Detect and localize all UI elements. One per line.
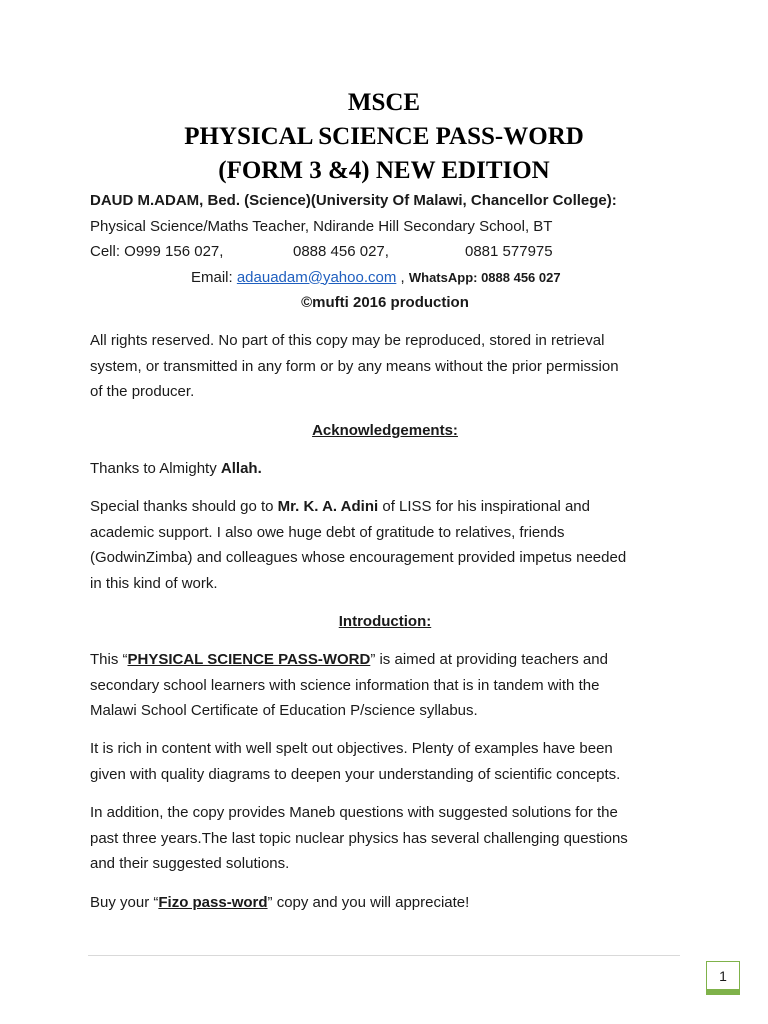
email-link[interactable]: adauadam@yahoo.com bbox=[236, 268, 397, 286]
intro-paragraph-2 bbox=[90, 736, 680, 787]
acknowledgements-heading: Acknowledgements: bbox=[312, 422, 458, 439]
introduction-heading: Introduction: bbox=[338, 613, 432, 630]
special-thanks-line: in this kind of work. bbox=[90, 574, 218, 592]
intro-paragraph-3 bbox=[90, 800, 680, 877]
special-thanks-line: (GodwinZimba) and colleagues whose encouragement provided impetus needed bbox=[90, 549, 627, 566]
thanks-line bbox=[90, 456, 680, 482]
footer-divider bbox=[88, 955, 680, 956]
intro-paragraph-1 bbox=[90, 647, 680, 724]
thanks-text: Thanks to Almighty bbox=[90, 460, 221, 477]
phone-2: 0888 456 027, bbox=[293, 243, 389, 260]
intro-prefix: This “ bbox=[90, 651, 128, 668]
author-name: DAUD M.ADAM, Bed. (Science)(University Of Malawi, Chancellor College): bbox=[90, 192, 617, 209]
intro-line bbox=[90, 890, 680, 916]
special-thanks-line: academic support. I also owe huge debt of gratitude to relatives, friends bbox=[90, 523, 565, 541]
intro-line: and their suggested solutions. bbox=[90, 855, 290, 872]
production-credit: ©mufti 2016 production bbox=[301, 294, 469, 311]
email-separator: , bbox=[396, 268, 409, 286]
intro-line: It is rich in content with well spelt out objectives. Plenty of examples have been bbox=[90, 740, 613, 757]
author-block bbox=[90, 188, 680, 316]
special-prefix: Special thanks should go to bbox=[90, 498, 278, 515]
intro-paragraph-4 bbox=[90, 890, 680, 916]
buy-suffix: ” copy and you will appreciate! bbox=[267, 894, 470, 911]
title-line-edition: (FORM 3 &4) NEW EDITION bbox=[218, 157, 550, 184]
title-line-subject: PHYSICAL SCIENCE PASS-WORD bbox=[184, 123, 584, 150]
intro-line: past three years.The last topic nuclear physics has several challenging questions bbox=[90, 829, 628, 847]
phone-3: 0881 577975 bbox=[465, 243, 553, 260]
rights-line: of the producer. bbox=[90, 383, 195, 400]
title-line-msce: MSCE bbox=[347, 89, 421, 116]
phone-1: Cell: O999 156 027, bbox=[90, 243, 224, 260]
email-label: Email: bbox=[191, 268, 237, 286]
buy-book-title: Fizo pass-word bbox=[158, 894, 268, 911]
document-title bbox=[0, 86, 768, 188]
contact-line bbox=[90, 265, 680, 291]
special-thanks-paragraph bbox=[90, 494, 680, 596]
intro-line: given with quality diagrams to deepen your understanding of scientific concepts. bbox=[90, 765, 621, 783]
whatsapp-number: WhatsApp: 0888 456 027 bbox=[408, 269, 561, 285]
author-phones bbox=[90, 239, 680, 265]
intro-book-title: PHYSICAL SCIENCE PASS-WORD bbox=[127, 651, 371, 668]
rights-line: system, or transmitted in any form or by any means without the prior permission bbox=[90, 357, 619, 375]
intro-suffix: ” is aimed at providing teachers and bbox=[370, 651, 608, 668]
rights-paragraph bbox=[90, 328, 680, 405]
special-name: Mr. K. A. Adini bbox=[277, 498, 379, 515]
rights-line: All rights reserved. No part of this copy may be reproduced, stored in retrieval bbox=[90, 332, 605, 349]
page-number: 1 bbox=[706, 961, 740, 995]
author-position: Physical Science/Maths Teacher, Ndirande Hill Secondary School, BT bbox=[90, 217, 553, 235]
thanks-paragraph bbox=[90, 456, 680, 482]
thanks-bold: Allah. bbox=[220, 460, 262, 477]
intro-line bbox=[90, 647, 680, 673]
page-number-accent-bar bbox=[706, 989, 740, 995]
buy-prefix: Buy your “ bbox=[90, 894, 159, 911]
special-thanks-line bbox=[90, 494, 680, 520]
intro-line: Malawi School Certificate of Education P/science syllabus. bbox=[90, 702, 478, 719]
intro-line: secondary school learners with science information that is in tandem with the bbox=[90, 676, 600, 694]
special-suffix: of LISS for his inspirational and bbox=[378, 498, 590, 515]
intro-line: In addition, the copy provides Maneb questions with suggested solutions for the bbox=[90, 804, 618, 821]
